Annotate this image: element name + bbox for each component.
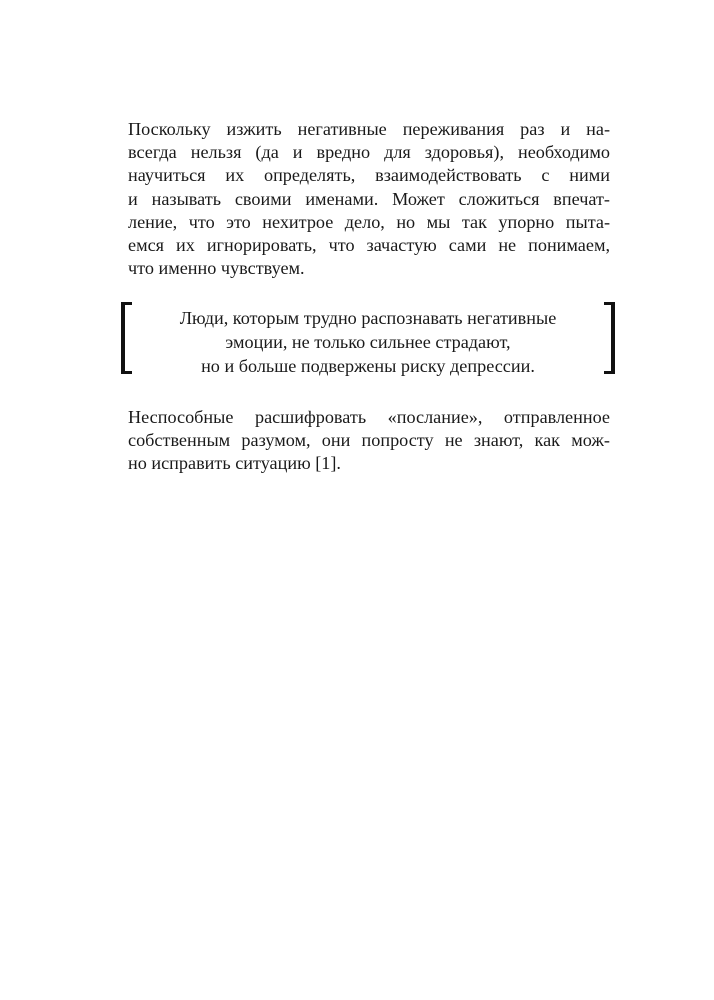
- pull-quote-text: [139, 306, 597, 378]
- quote-line: Люди, которым трудно распознавать негативные: [179, 308, 557, 328]
- body-paragraph-1: [128, 118, 610, 280]
- paragraph-line: но исправить ситуацию [1].: [128, 453, 341, 474]
- body-paragraph-2: [128, 406, 610, 476]
- paragraph-line: всегда нельзя (да и вредно для здоровья), необходимо: [128, 142, 610, 163]
- pull-quote: [119, 302, 617, 376]
- paragraph-line: собственным разумом, они попросту не знают, как мож-: [128, 430, 610, 451]
- paragraph-line: Поскольку изжить негативные переживания раз и на-: [128, 119, 610, 139]
- paragraph-line: что именно чувствуем.: [128, 258, 305, 279]
- paragraph-line: ление, что это нехитрое дело, но мы так упорно пыта-: [128, 211, 610, 232]
- left-bracket-icon: [121, 302, 132, 374]
- paragraph-line: емся их игнорировать, что зачастую сами не понимаем,: [128, 235, 610, 256]
- right-bracket-icon: [604, 302, 615, 374]
- quote-line: эмоции, не только сильнее страдают,: [225, 332, 511, 352]
- paragraph-line: научиться их определять, взаимодействовать с ними: [128, 165, 610, 186]
- paragraph-line: Неспособные расшифровать «послание», отправленное: [128, 407, 610, 427]
- quote-line: но и больше подвержены риску депрессии.: [201, 356, 535, 376]
- paragraph-line: и называть своими именами. Может сложиться впечат-: [128, 188, 610, 209]
